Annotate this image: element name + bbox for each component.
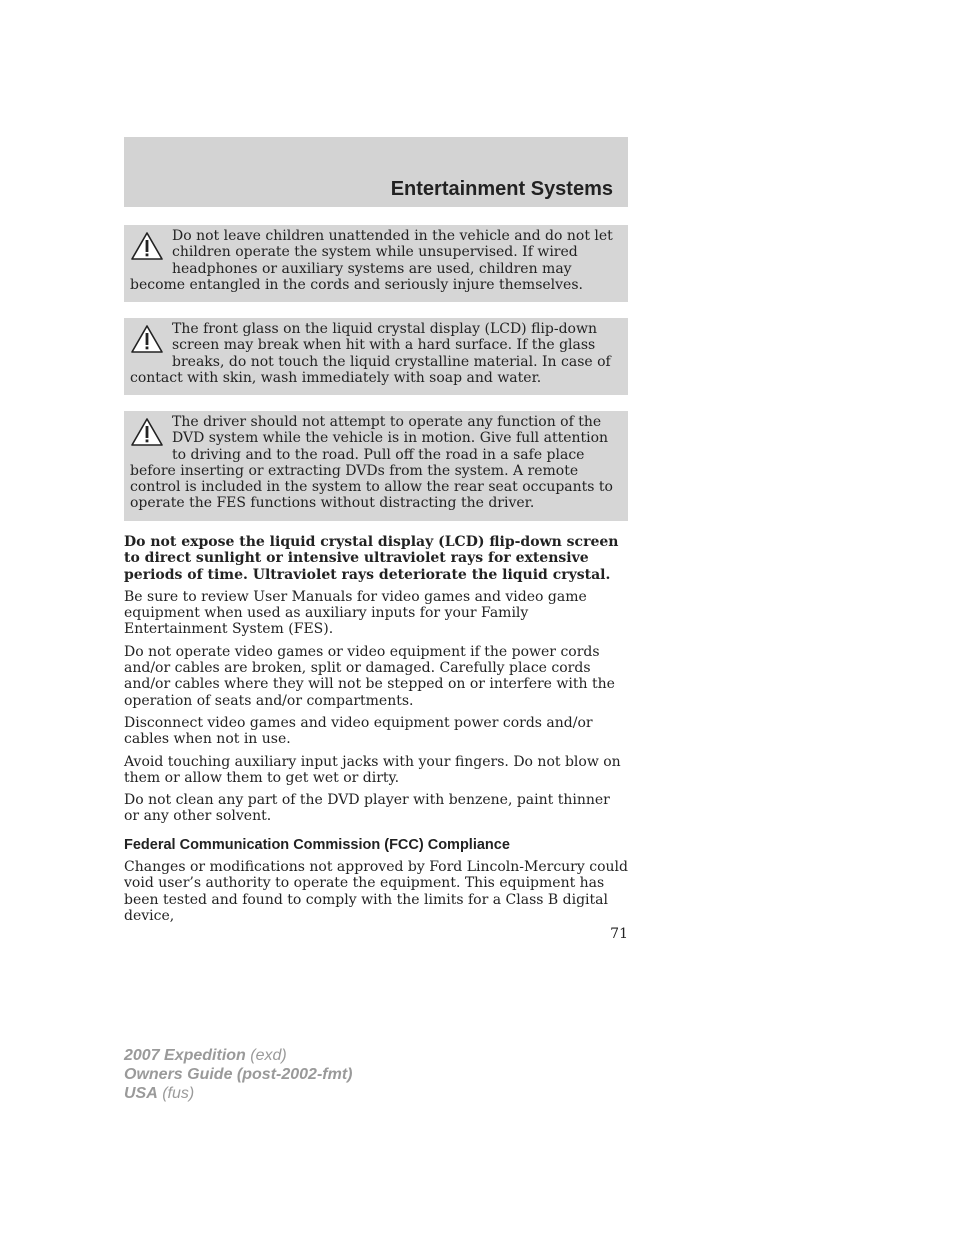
footer-line: [124, 1046, 352, 1065]
warning-box-children: [124, 225, 628, 302]
paragraph: Be sure to review User Manuals for video games and video game equipment when used as auxiliary inputs for your Family Entertainment System (FES).: [124, 588, 587, 638]
footer: [124, 1046, 352, 1103]
footer-model: 2007 Expedition: [124, 1047, 246, 1064]
warning-triangle-icon: [130, 231, 164, 261]
warning-triangle-icon: [130, 324, 164, 354]
warning-box-lcd-glass: [124, 318, 628, 395]
footer-market-code: (fus): [157, 1085, 195, 1102]
warning-box-driver: [124, 411, 628, 521]
footer-market: USA: [124, 1085, 158, 1102]
page-number: 71: [610, 926, 628, 942]
paragraph: Disconnect video games and video equipment power cords and/or cables when not in use.: [124, 714, 593, 748]
footer-line: [124, 1084, 352, 1103]
paragraph: Do not operate video games or video equipment if the power cords and/or cables are broken, split or damaged. Carefully place cords and/or cables where they will not be stepped on or interfere with the operation of seats and/or compartments.: [124, 643, 615, 709]
paragraph: Do not clean any part of the DVD player with benzene, paint thinner or any other solvent.: [124, 792, 610, 825]
section-heading: Federal Communication Commission (FCC) Compliance: [124, 836, 510, 853]
warning-triangle-icon: [130, 417, 164, 447]
paragraph: Changes or modifications not approved by Ford Lincoln-Mercury could void user’s authority to operate the equipment. This equipment has been tested and found to comply with the limits for a Class B digital device,: [124, 859, 628, 924]
bold-paragraph: Do not expose the liquid crystal display (LCD) flip-down screen to direct sunlight or intensive ultraviolet rays for extensive periods of time. Ultraviolet rays deteriorate the liquid crystal.: [124, 534, 619, 583]
warning-text: Do not leave children unattended in the vehicle and do not let children operate the system while unsupervised. If wired headphones or auxiliary systems are used, children may become entangled in the cords and seriously injure themselves.: [130, 228, 613, 293]
footer-model-code: (exd): [245, 1047, 287, 1064]
footer-guide: Owners Guide (post-2002-fmt): [124, 1066, 353, 1083]
page-title: Entertainment Systems: [390, 178, 613, 200]
paragraph: Avoid touching auxiliary input jacks with your fingers. Do not blow on them or allow them to get wet or dirty.: [124, 753, 621, 786]
main-text: [124, 534, 628, 930]
header-band: [124, 137, 628, 207]
footer-line: [124, 1065, 352, 1084]
warning-text: The driver should not attempt to operate any function of the DVD system while the vehicle is in motion. Give full attention to driving and to the road. Pull off the road in a safe place before inserting or extracting DVDs from the system. A remote control is included in the system to allow the rear seat occupants to operate the FES functions without distracting the driver.: [130, 414, 613, 512]
warning-text: The front glass on the liquid crystal display (LCD) flip-down screen may break when hit with a hard surface. If the glass breaks, do not touch the liquid crystalline material. In case of contact with skin, wash immediately with soap and water.: [130, 321, 611, 386]
